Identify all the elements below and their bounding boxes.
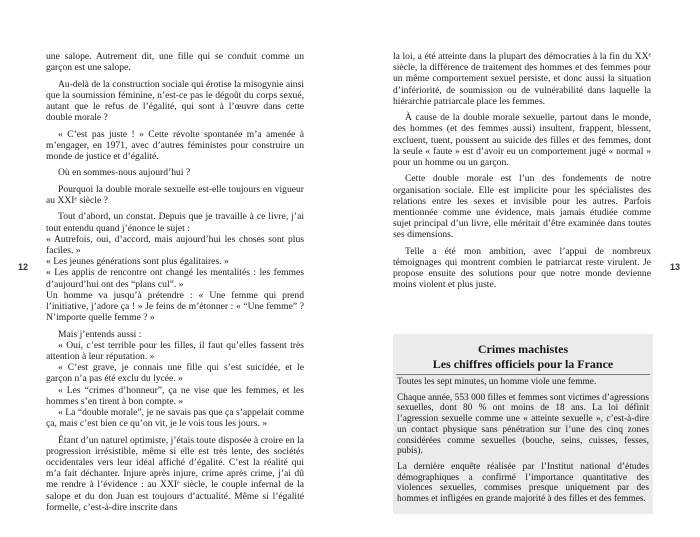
- box-title-line: Crimes machistes: [477, 342, 569, 356]
- quote: « Les applis de rencontre ont changé les mentalités : les femmes d’aujourd’hui ont des “plans cul”. »: [46, 267, 304, 290]
- box-paragraph: Toutes les sept minutes, un homme viole une femme.: [397, 377, 597, 387]
- paragraph: À cause de la double morale sexuelle, partout dans le monde, des hommes (et des femmes aussi) insultent, frappent, blessent, excluent, tuent, poussent au suicide des filles et des femmes, dont la seule « faute » est d’avoir eu un comportement jugé « normal » pour un homme ou un garçon.: [393, 112, 651, 169]
- box-paragraph: La dernière enquête réalisée par l’Institut national d’études démographiques a confirmé l’importance quantitative des violences sexuelles, commises presque uniquement par des hommes et infligées en grande majorité à des filles et des femmes.: [397, 461, 649, 505]
- paragraph: une salope. Autrement dit, une fille qui se conduit comme un garçon est une salope.: [46, 51, 304, 74]
- paragraph: Telle a été mon ambition, avec l’appui de nombreux témoignages qui montrent combien le patriarcat reste virulent. Je propose ensuite des solutions pour que notre monde devienne moins violent et plus juste.: [393, 245, 651, 291]
- page-number: 13: [670, 262, 681, 272]
- box-title: [393, 342, 653, 371]
- paragraph: Étant d’un naturel optimiste, j’étais toute disposée à croire en la progression irrésistible, même si elle est très lente, des sociétés occidentales vers leur idéal affiché d’égalité. C’est la réalité qui m’a fait déchanter. Injure après injure, crime après crime, j’ai dû me rendre à l’évidence : au XXIᵉ siècle, le couple infernal de la salope et du don Juan est toujours d’actualité. Même si l’égalité formelle, c’est-à-dire inscrite dans: [46, 434, 304, 513]
- page-number: 12: [18, 262, 29, 272]
- quote: « Autrefois, oui, d’accord, mais aujourd’hui les choses sont plus faciles. »: [46, 233, 304, 256]
- quote: « Les “crimes d’honneur”, ça ne vise que les femmes, et les hommes s’en tirent à bon compte. »: [46, 384, 304, 407]
- right-page: [350, 0, 700, 537]
- box-divider: [396, 374, 650, 375]
- statistics-box: [393, 334, 653, 514]
- quote: « Oui, c’est terrible pour les filles, il faut qu’elles fassent très attention à leur réputation. »: [46, 339, 304, 362]
- paragraph: Au-delà de la construction sociale qui érotise la misogynie ainsi que la soumission féminine, n’est-ce pas le dégoût du corps sexué, autant que le refus de l’égalité, qui sont à l’œuvre dans cette double morale ?: [46, 78, 304, 124]
- paragraph: la loi, a été atteinte dans la plupart des démocraties à la fin du XXᵉ siècle, la différence de traitement des hommes et des femmes pour un même comportement sexuel persiste, et donc aussi la situation d’infériorité, de soumission ou de vulnérabilité dans laquelle la hiérarchie patriarcale place les femmes.: [393, 51, 651, 107]
- quote: « Les jeunes générations sont plus égalitaires. »: [46, 256, 229, 268]
- paragraph: Pourquoi la double morale sexuelle est-elle toujours en vigueur au XXIᵉ siècle ?: [46, 183, 304, 206]
- box-paragraph: Chaque année, 553 000 filles et femmes sont victimes d’agressions sexuelles, dont 80 % ont moins de 18 ans. La loi définit l’agression sexuelle comme une « atteinte sexuelle », c’est-à-dire un contact physique sans pénétration sur l’une des cinq zones considérées comme sexuelles (bouche, seins, cuisses, fesses, pubis).: [397, 392, 649, 457]
- box-body: [397, 377, 649, 510]
- paragraph: Mais j’entends aussi :: [58, 328, 142, 340]
- right-page-text: [393, 51, 651, 296]
- paragraph: « C’est pas juste ! » Cette révolte spontanée m’a amenée à m’engager, en 1971, avec d’autres féministes pour construire un monde de justice et d’égalité.: [46, 128, 304, 162]
- paragraph: Où en sommes-nous aujourd’hui ?: [58, 167, 191, 179]
- quote: « C’est grave, je connais une fille qui s’est suicidée, et le garçon n’a pas été exclu du lycée. »: [46, 362, 304, 385]
- paragraph: Cette double morale est l’un des fondements de notre organisation sociale. Elle est implicite pour les spécialistes des relations entre les sexes et invisible pour les autres. Parfois mentionnée comme une évidence, mais jamais étudiée comme sujet principal d’un livre, elle méritait d’être examinée dans toutes ses dimensions.: [393, 173, 651, 241]
- paragraph: Tout d’abord, un constat. Depuis que je travaille à ce livre, j’ai tout entendu quand j’énonce le sujet :: [46, 211, 304, 234]
- quote: « La “double morale”, je ne savais pas que ça s’appelait comme ça, mais c’est bien ce qu’on vit, je le vois tous les jours. »: [46, 407, 304, 430]
- left-page-text: [46, 51, 304, 518]
- quote: Un homme va jusqu’à prétendre : « Une femme qui prend l’initiative, j’adore ça ! » Je feins de m’étonner : « “Une femme” ? N’importe quelle femme ? »: [46, 289, 304, 324]
- box-subtitle-line: Les chiffres officiels pour la France: [432, 356, 614, 371]
